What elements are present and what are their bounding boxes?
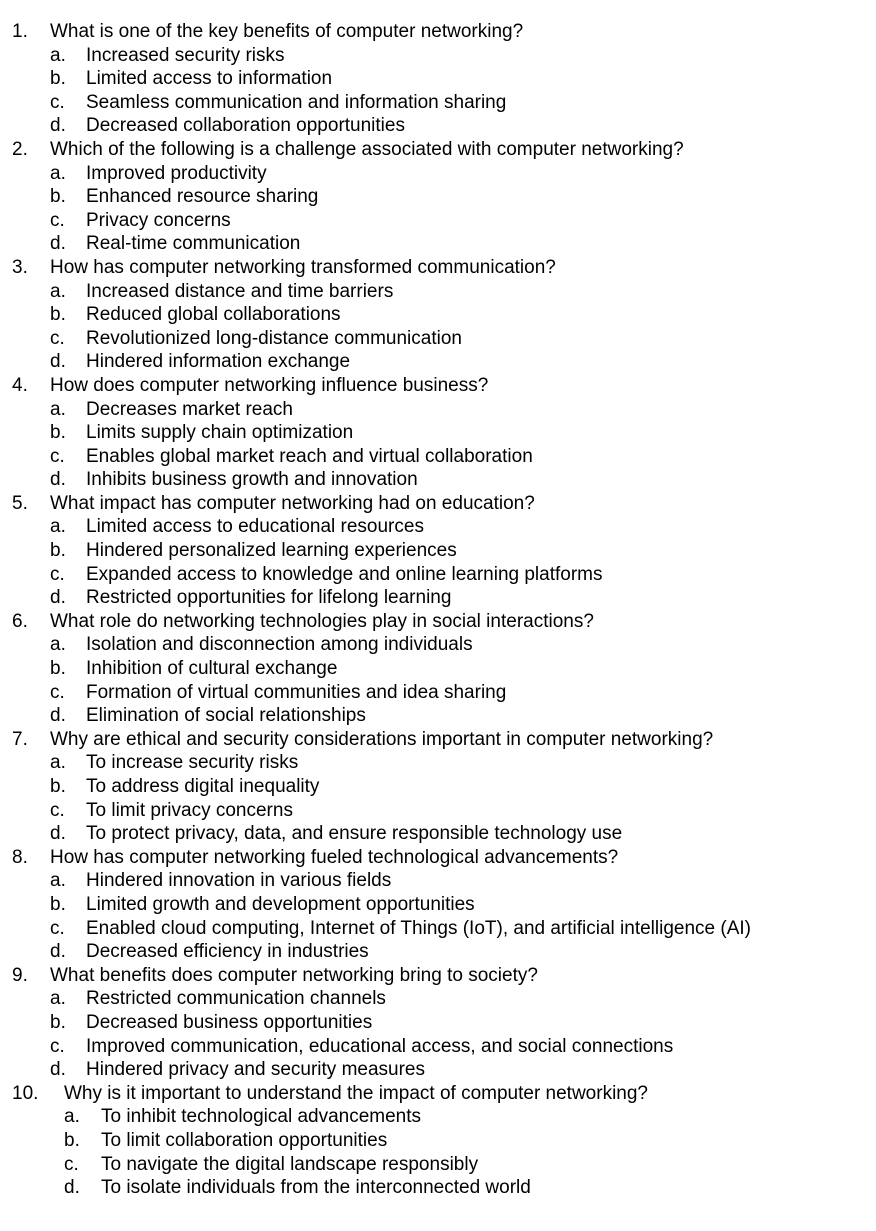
option-c	[0, 681, 876, 705]
option-text: Limited access to educational resources	[86, 516, 424, 538]
option-c	[0, 1035, 876, 1059]
option-text: To increase security risks	[86, 752, 299, 774]
option-text: To protect privacy, data, and ensure responsible technology use	[86, 823, 623, 845]
option-a	[0, 987, 876, 1011]
option-letter: d.	[50, 115, 66, 137]
option-text: Seamless communication and information sharing	[86, 91, 507, 113]
question-2	[0, 138, 876, 256]
option-letter: d.	[50, 705, 66, 727]
option-text: Limited growth and development opportunities	[86, 893, 475, 915]
question-line	[0, 964, 876, 988]
question-line	[0, 1082, 876, 1106]
option-letter: c.	[50, 563, 65, 585]
question-number: 6.	[12, 610, 28, 632]
question-number: 4.	[12, 374, 28, 396]
option-text: Hindered personalized learning experiences	[86, 540, 457, 562]
option-d	[0, 940, 876, 964]
option-d	[0, 1176, 876, 1200]
question-text: How does computer networking influence business?	[50, 374, 489, 396]
question-line	[0, 138, 876, 162]
question-text: How has computer networking transformed communication?	[50, 256, 556, 278]
option-text: To limit collaboration opportunities	[101, 1129, 388, 1151]
option-d	[0, 468, 876, 492]
question-line	[0, 610, 876, 634]
option-text: Privacy concerns	[86, 209, 231, 231]
option-c	[0, 917, 876, 941]
option-d	[0, 1058, 876, 1082]
option-letter: a.	[64, 1106, 80, 1128]
option-text: Enables global market reach and virtual collaboration	[86, 445, 533, 467]
option-a	[0, 751, 876, 775]
option-text: Hindered privacy and security measures	[86, 1059, 425, 1081]
option-b	[0, 1011, 876, 1035]
option-letter: d.	[64, 1177, 80, 1199]
option-letter: c.	[50, 917, 65, 939]
question-text: What benefits does computer networking bring to society?	[50, 964, 538, 986]
question-text: What role do networking technologies play in social interactions?	[50, 610, 594, 632]
option-letter: d.	[50, 1059, 66, 1081]
option-text: Revolutionized long-distance communication	[86, 327, 462, 349]
option-c	[0, 91, 876, 115]
option-text: Expanded access to knowledge and online learning platforms	[86, 563, 603, 585]
question-line	[0, 846, 876, 870]
option-a	[0, 869, 876, 893]
question-text: Why are ethical and security considerations important in computer networking?	[50, 728, 714, 750]
option-letter: b.	[50, 1011, 66, 1033]
option-letter: a.	[50, 280, 66, 302]
question-4	[0, 374, 876, 492]
option-letter: c.	[50, 209, 65, 231]
option-letter: c.	[50, 91, 65, 113]
option-text: Restricted opportunities for lifelong learning	[86, 587, 452, 609]
question-text: Why is it important to understand the impact of computer networking?	[64, 1082, 648, 1104]
option-letter: b.	[64, 1129, 80, 1151]
option-a	[0, 398, 876, 422]
option-c	[0, 1153, 876, 1177]
option-letter: a.	[50, 870, 66, 892]
question-number: 3.	[12, 256, 28, 278]
question-text: What is one of the key benefits of computer networking?	[50, 21, 524, 42]
option-text: Decreased efficiency in industries	[86, 941, 369, 963]
question-number: 5.	[12, 492, 28, 514]
option-text: Enabled cloud computing, Internet of Things (IoT), and artificial intelligence (AI)	[86, 917, 751, 939]
option-b	[0, 421, 876, 445]
option-text: Decreased collaboration opportunities	[86, 115, 405, 137]
question-number: 7.	[12, 728, 28, 750]
option-d	[0, 350, 876, 374]
option-text: Decreased business opportunities	[86, 1011, 373, 1033]
question-number: 9.	[12, 964, 28, 986]
option-letter: c.	[64, 1153, 79, 1175]
option-text: Formation of virtual communities and idea sharing	[86, 681, 507, 703]
option-text: To isolate individuals from the interconnected world	[101, 1177, 531, 1199]
option-b	[0, 539, 876, 563]
option-text: Increased distance and time barriers	[86, 280, 394, 302]
option-text: Elimination of social relationships	[86, 705, 366, 727]
option-letter: c.	[50, 1035, 65, 1057]
question-line	[0, 256, 876, 280]
option-letter: d.	[50, 351, 66, 373]
question-8	[0, 846, 876, 964]
option-text: Limits supply chain optimization	[86, 422, 354, 444]
option-text: Restricted communication channels	[86, 988, 386, 1010]
option-letter: b.	[50, 893, 66, 915]
option-letter: d.	[50, 469, 66, 491]
option-text: Decreases market reach	[86, 398, 293, 420]
option-d	[0, 232, 876, 256]
option-letter: a.	[50, 44, 66, 66]
option-text: Increased security risks	[86, 44, 285, 66]
option-text: Improved productivity	[86, 162, 267, 184]
question-number: 8.	[12, 846, 28, 868]
option-letter: b.	[50, 776, 66, 797]
option-text: Real-time communication	[86, 233, 301, 255]
option-a	[0, 280, 876, 304]
option-b	[0, 893, 876, 917]
option-text: Inhibition of cultural exchange	[86, 658, 338, 680]
question-number: 10.	[12, 1082, 39, 1104]
option-d	[0, 114, 876, 138]
question-text: What impact has computer networking had on education?	[50, 492, 535, 514]
option-a	[0, 515, 876, 539]
option-text: Enhanced resource sharing	[86, 186, 319, 208]
option-b	[0, 1129, 876, 1153]
option-text: To limit privacy concerns	[86, 799, 293, 821]
question-number: 2.	[12, 138, 28, 160]
question-1	[0, 20, 876, 138]
option-letter: c.	[50, 799, 65, 821]
question-7	[0, 728, 876, 846]
option-letter: b.	[50, 186, 66, 208]
option-letter: a.	[50, 752, 66, 774]
option-letter: a.	[50, 634, 66, 656]
question-3	[0, 256, 876, 374]
option-d	[0, 822, 876, 846]
option-letter: c.	[50, 681, 65, 703]
option-letter: a.	[50, 516, 66, 538]
option-a	[0, 633, 876, 657]
option-c	[0, 563, 876, 587]
question-10	[0, 1082, 876, 1200]
question-text: Which of the following is a challenge associated with computer networking?	[50, 138, 684, 160]
option-text: Hindered innovation in various fields	[86, 870, 392, 892]
option-letter: b.	[50, 658, 66, 680]
option-b	[0, 303, 876, 327]
question-6	[0, 610, 876, 728]
quiz-question-list	[0, 20, 876, 1200]
option-letter: c.	[50, 445, 65, 467]
option-letter: d.	[50, 587, 66, 609]
option-b	[0, 657, 876, 681]
option-c	[0, 445, 876, 469]
option-b	[0, 775, 876, 799]
question-line	[0, 20, 876, 44]
option-text: Improved communication, educational access, and social connections	[86, 1035, 674, 1057]
option-letter: a.	[50, 988, 66, 1010]
option-letter: b.	[50, 304, 66, 326]
option-c	[0, 799, 876, 823]
option-letter: b.	[50, 422, 66, 444]
option-text: Reduced global collaborations	[86, 304, 341, 326]
option-d	[0, 586, 876, 610]
option-letter: b.	[50, 540, 66, 562]
option-text: To inhibit technological advancements	[101, 1106, 422, 1128]
question-text: How has computer networking fueled technological advancements?	[50, 846, 619, 868]
option-letter: a.	[50, 398, 66, 420]
option-letter: d.	[50, 233, 66, 255]
option-letter: d.	[50, 941, 66, 963]
option-text: Inhibits business growth and innovation	[86, 469, 418, 491]
option-text: Isolation and disconnection among individuals	[86, 634, 473, 656]
question-9	[0, 964, 876, 1082]
option-b	[0, 185, 876, 209]
option-text: Hindered information exchange	[86, 351, 351, 373]
question-line	[0, 492, 876, 516]
option-letter: d.	[50, 823, 66, 845]
option-text: To navigate the digital landscape responsibly	[101, 1153, 479, 1175]
option-text: Limited access to information	[86, 68, 333, 90]
question-number: 1.	[12, 21, 28, 42]
option-text: To address digital inequality	[86, 776, 320, 797]
option-a	[0, 1105, 876, 1129]
option-letter: a.	[50, 162, 66, 184]
option-letter: b.	[50, 68, 66, 90]
option-letter: c.	[50, 327, 65, 349]
question-line	[0, 374, 876, 398]
question-line	[0, 728, 876, 752]
option-a	[0, 162, 876, 186]
option-c	[0, 327, 876, 351]
option-a	[0, 44, 876, 68]
option-b	[0, 67, 876, 91]
option-d	[0, 704, 876, 728]
option-c	[0, 209, 876, 233]
question-5	[0, 492, 876, 610]
